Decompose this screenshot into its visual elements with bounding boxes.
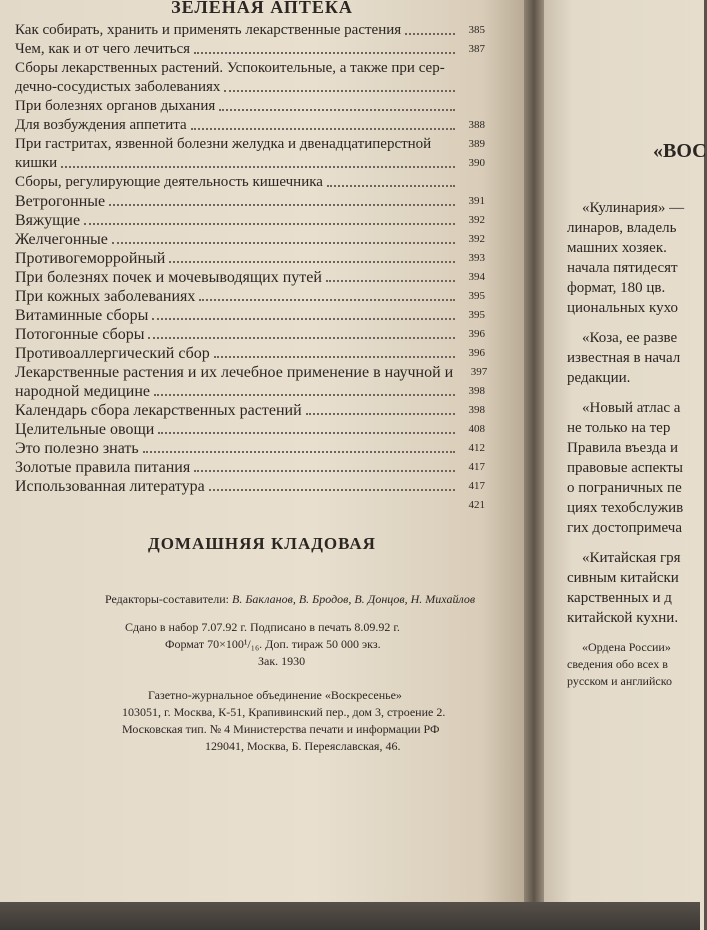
toc-row bbox=[15, 172, 485, 191]
toc-entry-text: Для возбуждения аппетита bbox=[15, 117, 187, 133]
toc-page-number: 388 bbox=[468, 119, 485, 131]
imprint-line-7: 129041, Москва, Б. Переяславская, 46. bbox=[205, 739, 401, 753]
dot-leader bbox=[61, 165, 455, 168]
toc-row bbox=[15, 343, 485, 362]
toc-row bbox=[15, 191, 485, 210]
section-title-green-pharmacy: ЗЕЛЕНАЯ АПТЕКА bbox=[171, 0, 353, 17]
toc-entry-text: Сборы лекарственных растений. Успокоительные, а также при сер- bbox=[15, 60, 445, 76]
toc-row bbox=[15, 400, 485, 419]
toc-page-number: 389 bbox=[468, 138, 485, 150]
toc-page-number: 396 bbox=[468, 328, 485, 340]
dot-leader bbox=[327, 184, 455, 187]
toc-entry-text: Потогонные сборы bbox=[15, 326, 145, 343]
right-page-line: не только на тер bbox=[567, 420, 671, 436]
table-of-contents bbox=[15, 20, 488, 514]
dot-leader bbox=[154, 393, 455, 396]
dot-leader bbox=[148, 336, 455, 339]
toc-entry-text: Вяжущие bbox=[15, 212, 81, 229]
toc-page-number: 398 bbox=[468, 404, 485, 416]
imprint-line-1: Сдано в набор 7.07.92 г. Подписано в печать 8.09.92 г. bbox=[125, 620, 400, 634]
toc-entry-text: Использованная литература bbox=[15, 478, 205, 495]
right-page-line: «Новый атлас а bbox=[582, 400, 681, 416]
toc-page-number: 391 bbox=[468, 195, 485, 207]
right-page-line: карственных и д bbox=[567, 590, 672, 606]
toc-row bbox=[15, 324, 485, 343]
dot-leader bbox=[84, 222, 455, 225]
right-page-line: машних хозяек. bbox=[567, 240, 667, 256]
dot-leader bbox=[152, 317, 455, 320]
toc-row bbox=[15, 305, 485, 324]
dot-leader bbox=[194, 51, 455, 54]
right-page-line: циях техобслужив bbox=[567, 500, 684, 516]
toc-row bbox=[15, 286, 485, 305]
dot-leader bbox=[109, 203, 455, 206]
toc-entry-text: Как собирать, хранить и применять лекарственные растения bbox=[15, 22, 402, 38]
toc-row bbox=[15, 381, 485, 400]
right-page-line: «Ордена России» bbox=[582, 640, 671, 654]
toc-entry-text: При кожных заболеваниях bbox=[15, 288, 196, 305]
right-page-line: русском и английско bbox=[567, 674, 672, 688]
right-page-line: «Китайская гря bbox=[582, 550, 681, 566]
right-page-line: сивным китайски bbox=[567, 570, 679, 586]
imprint-line-4: Газетно-журнальное объединение «Воскресенье» bbox=[148, 688, 402, 702]
toc-entry-text: При болезнях органов дыхания bbox=[15, 98, 216, 114]
right-page-line: циональных кухо bbox=[567, 300, 679, 316]
toc-page-number: 398 bbox=[468, 385, 485, 397]
dot-leader bbox=[219, 108, 455, 111]
toc-row bbox=[15, 58, 485, 77]
table-surface bbox=[0, 902, 700, 930]
toc-entry-text: кишки bbox=[15, 155, 58, 171]
dot-leader bbox=[209, 488, 455, 491]
right-page-line: редакции. bbox=[567, 370, 631, 386]
toc-entry-text: Это полезно знать bbox=[15, 440, 139, 457]
toc-row bbox=[15, 20, 485, 39]
toc-row bbox=[15, 134, 485, 153]
toc-entry-text: Лекарственные растения и их лечебное применение в научной и bbox=[15, 364, 454, 381]
toc-row bbox=[15, 153, 485, 172]
toc-entry-text: Целительные овощи bbox=[15, 421, 155, 438]
right-page-line: китайской кухни. bbox=[567, 610, 679, 626]
dot-leader bbox=[158, 431, 455, 434]
toc-page-number: 385 bbox=[468, 24, 485, 36]
toc-entry-text: дечно-сосудистых заболеваниях bbox=[15, 79, 221, 95]
toc-entry-text: Противогеморройный bbox=[15, 250, 166, 267]
toc-row bbox=[15, 39, 485, 58]
toc-row bbox=[15, 229, 485, 248]
right-page-line: формат, 180 цв. bbox=[567, 280, 666, 296]
toc-page-number: 417 bbox=[468, 480, 485, 492]
dot-leader bbox=[224, 89, 455, 92]
dot-leader bbox=[191, 127, 455, 130]
right-page-line: начала пятидесят bbox=[567, 260, 678, 276]
toc-page-number: 412 bbox=[468, 442, 485, 454]
toc-entry-text: Ветрогонные bbox=[15, 193, 106, 210]
toc-entry-text: При болезнях почек и мочевыводящих путей bbox=[15, 269, 322, 286]
dot-leader bbox=[306, 412, 455, 415]
toc-row bbox=[15, 476, 485, 495]
toc-row bbox=[15, 419, 485, 438]
toc-entry-text: Чем, как и от чего лечиться bbox=[15, 41, 191, 57]
right-page-line: «Коза, ее разве bbox=[582, 330, 678, 346]
dot-leader bbox=[326, 279, 455, 282]
toc-entry-text: Календарь сбора лекарственных растений bbox=[15, 402, 302, 419]
editors-line bbox=[105, 592, 475, 607]
section-title-home-pantry: ДОМАШНЯЯ КЛАДОВАЯ bbox=[148, 534, 376, 553]
toc-row bbox=[15, 96, 485, 115]
toc-page-number: 395 bbox=[468, 309, 485, 321]
right-page-title: «ВОС bbox=[653, 140, 707, 162]
toc-page-number: 392 bbox=[468, 233, 485, 245]
toc-page-number: 395 bbox=[468, 290, 485, 302]
imprint-line-3: Зак. 1930 bbox=[258, 654, 306, 668]
toc-entry-text: Сборы, регулирующие деятельность кишечника bbox=[15, 174, 323, 190]
right-page-line: гих достопримеча bbox=[567, 520, 682, 536]
right-page-line: известная в начал bbox=[567, 350, 681, 366]
dot-leader bbox=[199, 298, 455, 301]
toc-row bbox=[15, 438, 485, 457]
toc-row bbox=[15, 457, 485, 476]
editors-names: В. Бакланов, В. Бродов, В. Донцов, Н. Михайлов bbox=[232, 592, 476, 606]
editors-label: Редакторы-составители: bbox=[105, 592, 230, 606]
toc-entry-text: Витаминные сборы bbox=[15, 307, 149, 324]
right-page-line: линаров, владель bbox=[567, 220, 677, 236]
toc-entry-text: Противоаллергический сбор bbox=[15, 345, 210, 362]
toc-row bbox=[15, 248, 485, 267]
dot-leader bbox=[143, 450, 455, 453]
toc-page-number: 397 bbox=[470, 366, 488, 378]
dot-leader bbox=[169, 260, 455, 263]
toc-row bbox=[15, 362, 488, 381]
toc-page-number: 421 bbox=[468, 499, 485, 511]
toc-page-number: 390 bbox=[468, 157, 485, 169]
toc-entry-text: При гастритах, язвенной болезни желудка и двенадцатиперстной bbox=[15, 136, 432, 152]
imprint-line-2: Формат 70×100¹/₁₆. Доп. тираж 50 000 экз. bbox=[165, 637, 381, 651]
toc-row bbox=[15, 77, 485, 96]
dot-leader bbox=[112, 241, 455, 244]
toc-row bbox=[15, 267, 485, 286]
toc-row bbox=[15, 210, 485, 229]
toc-page-number: 408 bbox=[468, 423, 485, 435]
toc-page-number: 393 bbox=[468, 252, 485, 264]
right-page-line: о пограничных пе bbox=[567, 480, 682, 496]
toc-page-number: 417 bbox=[468, 461, 485, 473]
toc-page-number: 396 bbox=[468, 347, 485, 359]
toc-page-number: 394 bbox=[468, 271, 485, 283]
toc-page-number: 392 bbox=[468, 214, 485, 226]
right-page-line: «Кулинария» — bbox=[582, 200, 685, 216]
imprint-line-5: 103051, г. Москва, К-51, Крапивинский пер., дом 3, строение 2. bbox=[122, 705, 446, 719]
toc-entry-text: народной медицине bbox=[15, 383, 150, 400]
toc-entry-text: Золотые правила питания bbox=[15, 459, 191, 476]
toc-row bbox=[15, 115, 485, 134]
book-gutter bbox=[524, 0, 544, 930]
toc-row bbox=[15, 495, 485, 514]
dot-leader bbox=[405, 32, 455, 35]
imprint-line-6: Московская тип. № 4 Министерства печати и информации РФ bbox=[122, 722, 440, 736]
toc-page-number: 387 bbox=[468, 43, 485, 55]
right-page-line: сведения обо всех в bbox=[567, 657, 668, 671]
right-page-line: Правила въезда и bbox=[567, 440, 679, 456]
dot-leader bbox=[194, 469, 455, 472]
toc-entry-text: Желчегонные bbox=[15, 231, 108, 248]
dot-leader bbox=[214, 355, 455, 358]
right-page-line: правовые аспекты bbox=[567, 460, 683, 476]
